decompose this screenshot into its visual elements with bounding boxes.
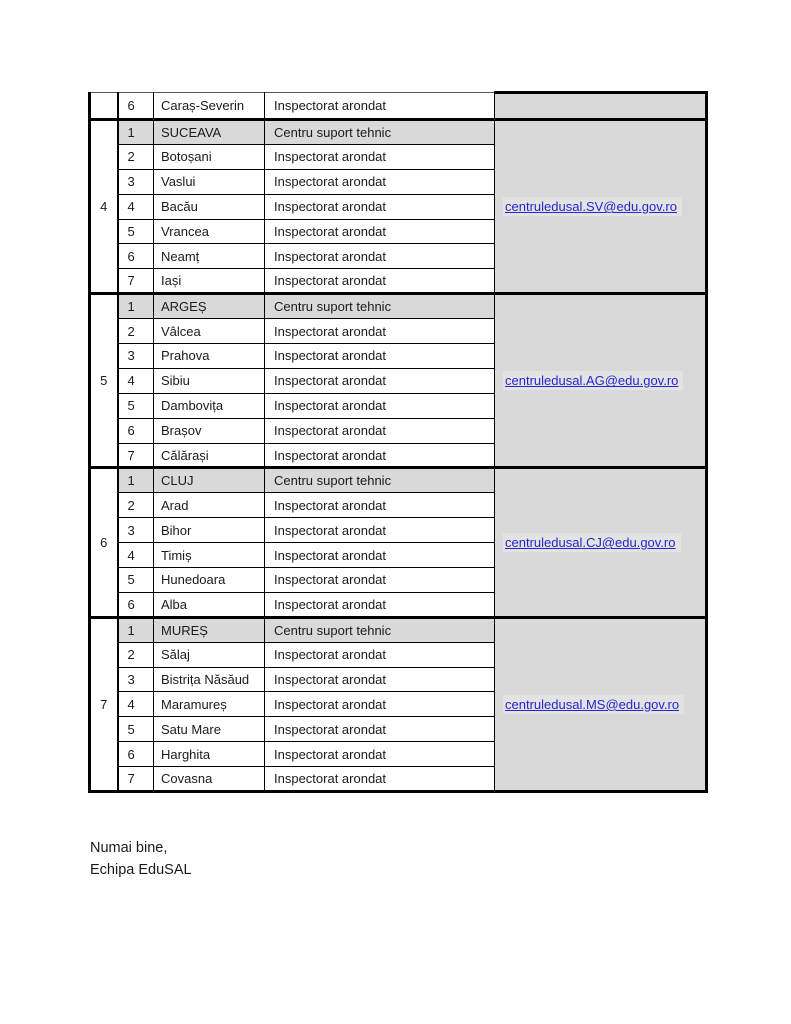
- county-cell: Harghita: [154, 742, 265, 767]
- role-cell: Inspectorat arondat: [265, 144, 495, 169]
- support-centers-table: [88, 91, 708, 793]
- email-cell: [495, 468, 707, 617]
- county-cell: Brașov: [154, 418, 265, 443]
- role-cell: Inspectorat arondat: [265, 543, 495, 568]
- role-cell: Centru suport tehnic: [265, 294, 495, 319]
- role-cell: Inspectorat arondat: [265, 244, 495, 269]
- county-cell: CLUJ: [154, 468, 265, 493]
- row-number-cell: 7: [118, 443, 154, 468]
- email-cell: [495, 120, 707, 294]
- role-cell: Inspectorat arondat: [265, 93, 495, 120]
- role-cell: Centru suport tehnic: [265, 617, 495, 642]
- row-number-cell: 3: [118, 344, 154, 369]
- county-cell: Maramureș: [154, 692, 265, 717]
- county-cell: Bistrița Năsăud: [154, 667, 265, 692]
- county-cell: Covasna: [154, 767, 265, 792]
- email-cell: [495, 294, 707, 468]
- role-cell: Inspectorat arondat: [265, 742, 495, 767]
- role-cell: Inspectorat arondat: [265, 344, 495, 369]
- county-cell: MUREȘ: [154, 617, 265, 642]
- county-cell: Iași: [154, 269, 265, 294]
- row-number-cell: 5: [118, 393, 154, 418]
- table-row: [90, 468, 707, 493]
- role-cell: Inspectorat arondat: [265, 194, 495, 219]
- county-cell: Botoșani: [154, 144, 265, 169]
- role-cell: Inspectorat arondat: [265, 592, 495, 617]
- row-number-cell: 6: [118, 418, 154, 443]
- county-cell: Satu Mare: [154, 717, 265, 742]
- table-row: [90, 617, 707, 642]
- email-link[interactable]: centruledusal.CJ@edu.gov.ro: [503, 533, 681, 552]
- role-cell: Inspectorat arondat: [265, 393, 495, 418]
- signature-block: [90, 838, 192, 881]
- role-cell: Inspectorat arondat: [265, 518, 495, 543]
- county-cell: Arad: [154, 493, 265, 518]
- role-cell: Inspectorat arondat: [265, 717, 495, 742]
- row-number-cell: 1: [118, 120, 154, 145]
- row-number-cell: 5: [118, 219, 154, 244]
- role-cell: Inspectorat arondat: [265, 767, 495, 792]
- county-cell: Prahova: [154, 344, 265, 369]
- row-number-cell: 3: [118, 667, 154, 692]
- row-number-cell: 6: [118, 244, 154, 269]
- support-centers-table-body: [90, 93, 707, 792]
- row-number-cell: 6: [118, 93, 154, 120]
- county-cell: ARGEȘ: [154, 294, 265, 319]
- county-cell: Dambovița: [154, 393, 265, 418]
- row-number-cell: 2: [118, 144, 154, 169]
- role-cell: Inspectorat arondat: [265, 443, 495, 468]
- county-cell: Alba: [154, 592, 265, 617]
- row-number-cell: 3: [118, 518, 154, 543]
- role-cell: Inspectorat arondat: [265, 667, 495, 692]
- county-cell: Sibiu: [154, 368, 265, 393]
- county-cell: Vâlcea: [154, 319, 265, 344]
- table-row: [90, 294, 707, 319]
- county-cell: Bacău: [154, 194, 265, 219]
- row-number-cell: 1: [118, 294, 154, 319]
- email-cell: [495, 93, 707, 120]
- county-cell: Vrancea: [154, 219, 265, 244]
- email-link[interactable]: centruledusal.AG@edu.gov.ro: [503, 371, 683, 390]
- role-cell: Inspectorat arondat: [265, 692, 495, 717]
- row-number-cell: 1: [118, 617, 154, 642]
- role-cell: Inspectorat arondat: [265, 169, 495, 194]
- role-cell: Inspectorat arondat: [265, 418, 495, 443]
- row-number-cell: 6: [118, 742, 154, 767]
- county-cell: Timiș: [154, 543, 265, 568]
- email-link[interactable]: centruledusal.MS@edu.gov.ro: [503, 695, 684, 714]
- role-cell: Inspectorat arondat: [265, 269, 495, 294]
- row-number-cell: 4: [118, 194, 154, 219]
- row-number-cell: 5: [118, 717, 154, 742]
- signature-line-closing: Numai bine,: [90, 840, 168, 856]
- group-number-cell: [90, 93, 118, 120]
- group-number-cell: 5: [90, 294, 118, 468]
- group-number-cell: 6: [90, 468, 118, 617]
- county-cell: Vaslui: [154, 169, 265, 194]
- group-number-cell: 4: [90, 120, 118, 294]
- row-number-cell: 1: [118, 468, 154, 493]
- row-number-cell: 5: [118, 568, 154, 593]
- row-number-cell: 7: [118, 269, 154, 294]
- role-cell: Inspectorat arondat: [265, 319, 495, 344]
- table-row: [90, 93, 707, 120]
- county-cell: Caraș-Severin: [154, 93, 265, 120]
- county-cell: Hunedoara: [154, 568, 265, 593]
- row-number-cell: 3: [118, 169, 154, 194]
- email-link[interactable]: centruledusal.SV@edu.gov.ro: [503, 197, 682, 216]
- row-number-cell: 2: [118, 493, 154, 518]
- row-number-cell: 2: [118, 642, 154, 667]
- role-cell: Inspectorat arondat: [265, 368, 495, 393]
- role-cell: Centru suport tehnic: [265, 468, 495, 493]
- county-cell: Neamț: [154, 244, 265, 269]
- role-cell: Inspectorat arondat: [265, 493, 495, 518]
- role-cell: Inspectorat arondat: [265, 568, 495, 593]
- county-cell: Sălaj: [154, 642, 265, 667]
- row-number-cell: 7: [118, 767, 154, 792]
- row-number-cell: 6: [118, 592, 154, 617]
- role-cell: Inspectorat arondat: [265, 642, 495, 667]
- role-cell: Centru suport tehnic: [265, 120, 495, 145]
- row-number-cell: 4: [118, 543, 154, 568]
- email-cell: [495, 617, 707, 791]
- row-number-cell: 4: [118, 692, 154, 717]
- county-cell: Bihor: [154, 518, 265, 543]
- row-number-cell: 4: [118, 368, 154, 393]
- signature-line-team: Echipa EduSAL: [90, 861, 192, 878]
- county-cell: Călărași: [154, 443, 265, 468]
- row-number-cell: 2: [118, 319, 154, 344]
- role-cell: Inspectorat arondat: [265, 219, 495, 244]
- table-row: [90, 120, 707, 145]
- group-number-cell: 7: [90, 617, 118, 791]
- county-cell: SUCEAVA: [154, 120, 265, 145]
